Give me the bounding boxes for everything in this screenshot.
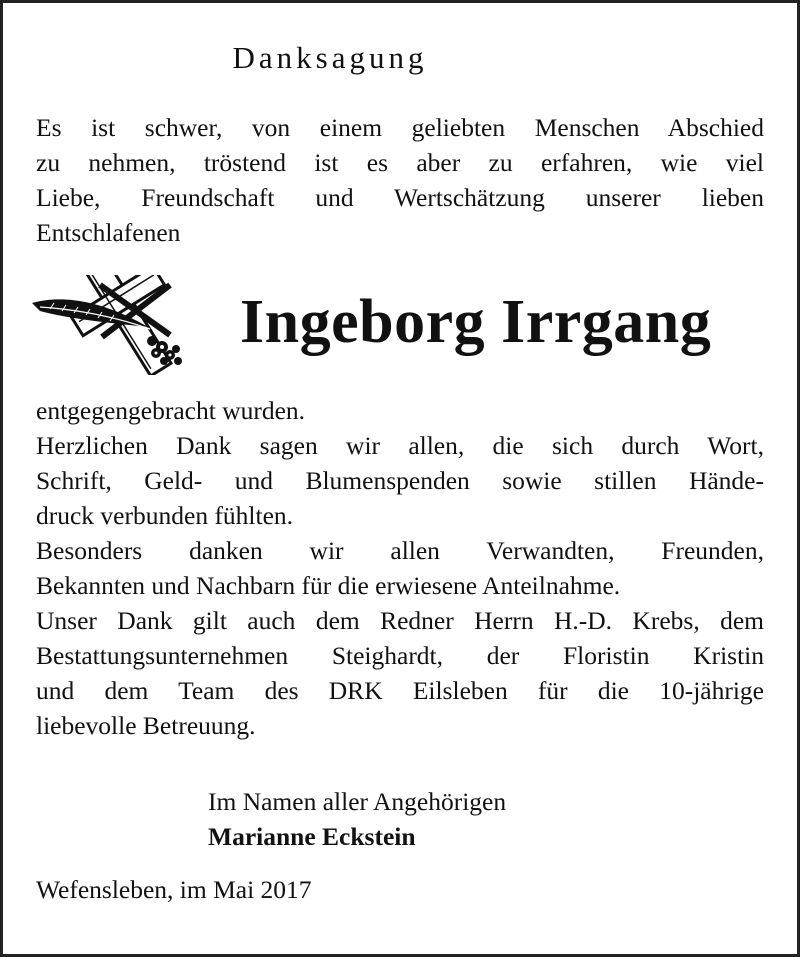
body-line: entgegengebracht wurden. [36, 396, 306, 425]
intro-line: Es ist schwer, von einem geliebten Menschen Abschied [36, 113, 764, 142]
intro-line: zu nehmen, tröstend ist es aber zu erfahren, wie viel [36, 148, 764, 177]
body-line: Schrift, Geld- und Blumenspenden sowie stillen Hände- [36, 466, 764, 495]
cross-with-feather-and-flowers-icon [30, 275, 210, 375]
body-line: Unser Dank gilt auch dem Redner Herrn H.-D. Krebs, dem [36, 606, 764, 635]
body-line: Bestattungsunternehmen Steighardt, der Floristin Kristin [36, 641, 764, 670]
body-paragraph [36, 393, 764, 743]
deceased-name: Ingeborg Irrgang [240, 288, 712, 356]
body-line: und dem Team des DRK Eilsleben für die 10-jährige [36, 676, 764, 705]
body-line: druck verbunden fühlten. [36, 501, 294, 530]
body-line: Herzlichen Dank sagen wir allen, die sich durch Wort, [36, 431, 764, 460]
body-line: Bekannten und Nachbarn für die erwiesene Anteilnahme. [36, 571, 621, 600]
intro-paragraph [36, 110, 764, 250]
notice-heading: Danksagung [232, 40, 428, 75]
intro-line: Entschlafenen [36, 218, 181, 247]
intro-line: Liebe, Freundschaft und Wertschätzung unserer lieben [36, 183, 764, 212]
body-line: Besonders danken wir allen Verwandten, Freunden, [36, 536, 764, 565]
body-line: liebevolle Betreuung. [36, 711, 256, 740]
signature-intro: Im Namen aller Angehörigen [208, 787, 507, 816]
signature-name: Marianne Eckstein [208, 822, 416, 851]
deceased-name-row [30, 275, 770, 375]
place-date: Wefensleben, im Mai 2017 [36, 875, 312, 904]
